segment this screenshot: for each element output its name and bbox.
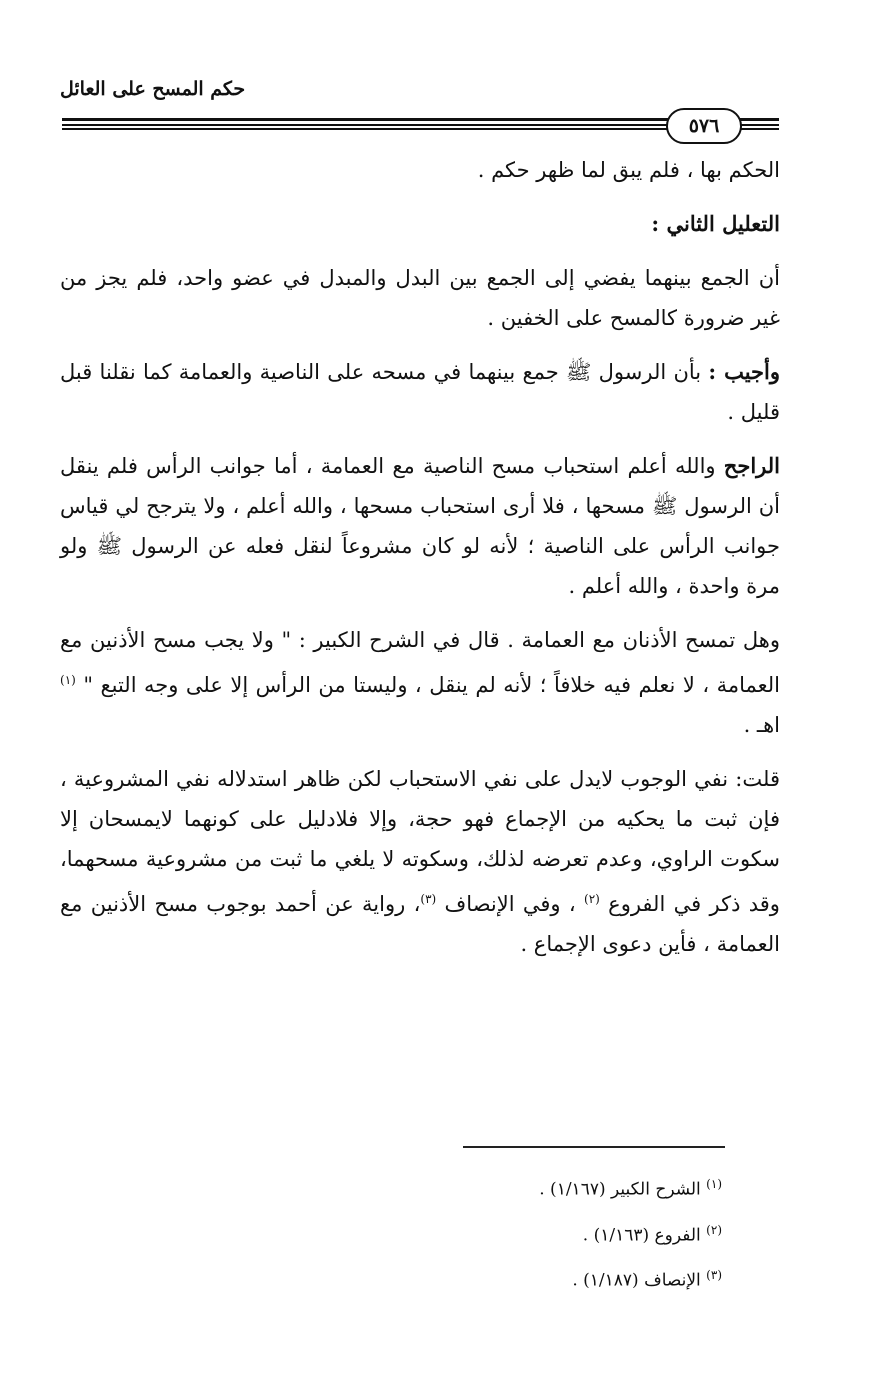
footnote-ref[interactable]: (٢) — [584, 892, 600, 906]
preferred-text: والله أعلم استحباب مسح الناصية مع العمامة ، أما جوانب الرأس فلم ينقل أن الرسول ﷺ مسحها ، فلا أرى استحباب مسحها ، والله أعلم ، ولا يترجح لي قياس جوانب الرأس على الناصية ؛ لأنه لو كان مشروعاً لنقل فعله عن الرسول ﷺ ولو مرة واحدة ، والله أعلم . — [60, 454, 780, 598]
paragraph: الحكم بها ، فلم يبق لما ظهر حكم . — [477, 158, 780, 182]
paragraph: أن الجمع بينهما يفضي إلى الجمع بين البدل والمبدل في عضو واحد، فلم يجز من غير ضرورة كالمسح على الخفين . — [60, 266, 780, 330]
footnote — [430, 1164, 722, 1210]
footnotes — [430, 1164, 722, 1301]
preferred-lead: الراجح — [723, 453, 780, 478]
answer-text: بأن الرسول ﷺ جمع بينهما في مسحه على الناصية والعمامة كما نقلنا قبل قليل . — [60, 360, 780, 424]
footnote — [430, 1210, 722, 1256]
paragraph — [60, 352, 780, 432]
paragraph — [60, 446, 780, 606]
ears-text: وهل تمسح الأذنان مع العمامة . قال في الشرح الكبير : " ولا يجب مسح الأذنين مع العمامة ، لا نعلم فيه خلافاً ؛ لأنه لم ينقل ، وليستا من الرأس إلا على وجه التبع " — [60, 628, 780, 697]
answer-lead: وأجيب : — [708, 359, 780, 384]
qult-mid: ، وفي الإنصاف — [444, 892, 576, 916]
footnote-ref[interactable]: (١) — [60, 673, 76, 687]
footnote-number: (٣) — [706, 1268, 722, 1283]
page-number: ٥٧٦ — [666, 108, 742, 144]
paragraph — [60, 620, 780, 745]
footnote-separator — [463, 1146, 725, 1148]
qult-text: قلت: نفي الوجوب لايدل على نفي الاستحباب لكن ظاهر استدلاله نفي المشروعية ، فإن ثبت ما يحكيه من الإجماع فهو حجة، وإلا فلادليل على كونهما لايمسحان إلا سكوت الراوي، وعدم تعرضه لذلك، وسكوته لا يلغي ما ثبت من مشروعية مسحهما، وقد ذكر في الفروع — [60, 767, 780, 916]
footnote-text: الشرح الكبير (١/١٦٧) . — [539, 1179, 701, 1200]
footnote-number: (٢) — [706, 1222, 722, 1237]
paragraph — [60, 759, 780, 964]
section-heading: التعليل الثاني : — [651, 211, 780, 236]
main-text — [60, 150, 780, 964]
qult-end: ، رواية عن أحمد بوجوب مسح الأذنين مع العمامة ، فأين دعوى الإجماع . — [60, 892, 780, 956]
footnote — [430, 1255, 722, 1301]
running-title: حكم المسح على العائل — [60, 78, 246, 100]
ears-end: اهـ . — [743, 713, 780, 737]
footnote-text: الفروع (١/١٦٣) . — [582, 1225, 701, 1246]
footnote-ref[interactable]: (٣) — [420, 892, 437, 906]
footnote-text: الإنصاف (١/١٨٧) . — [572, 1270, 701, 1291]
footnote-number: (١) — [706, 1177, 722, 1191]
